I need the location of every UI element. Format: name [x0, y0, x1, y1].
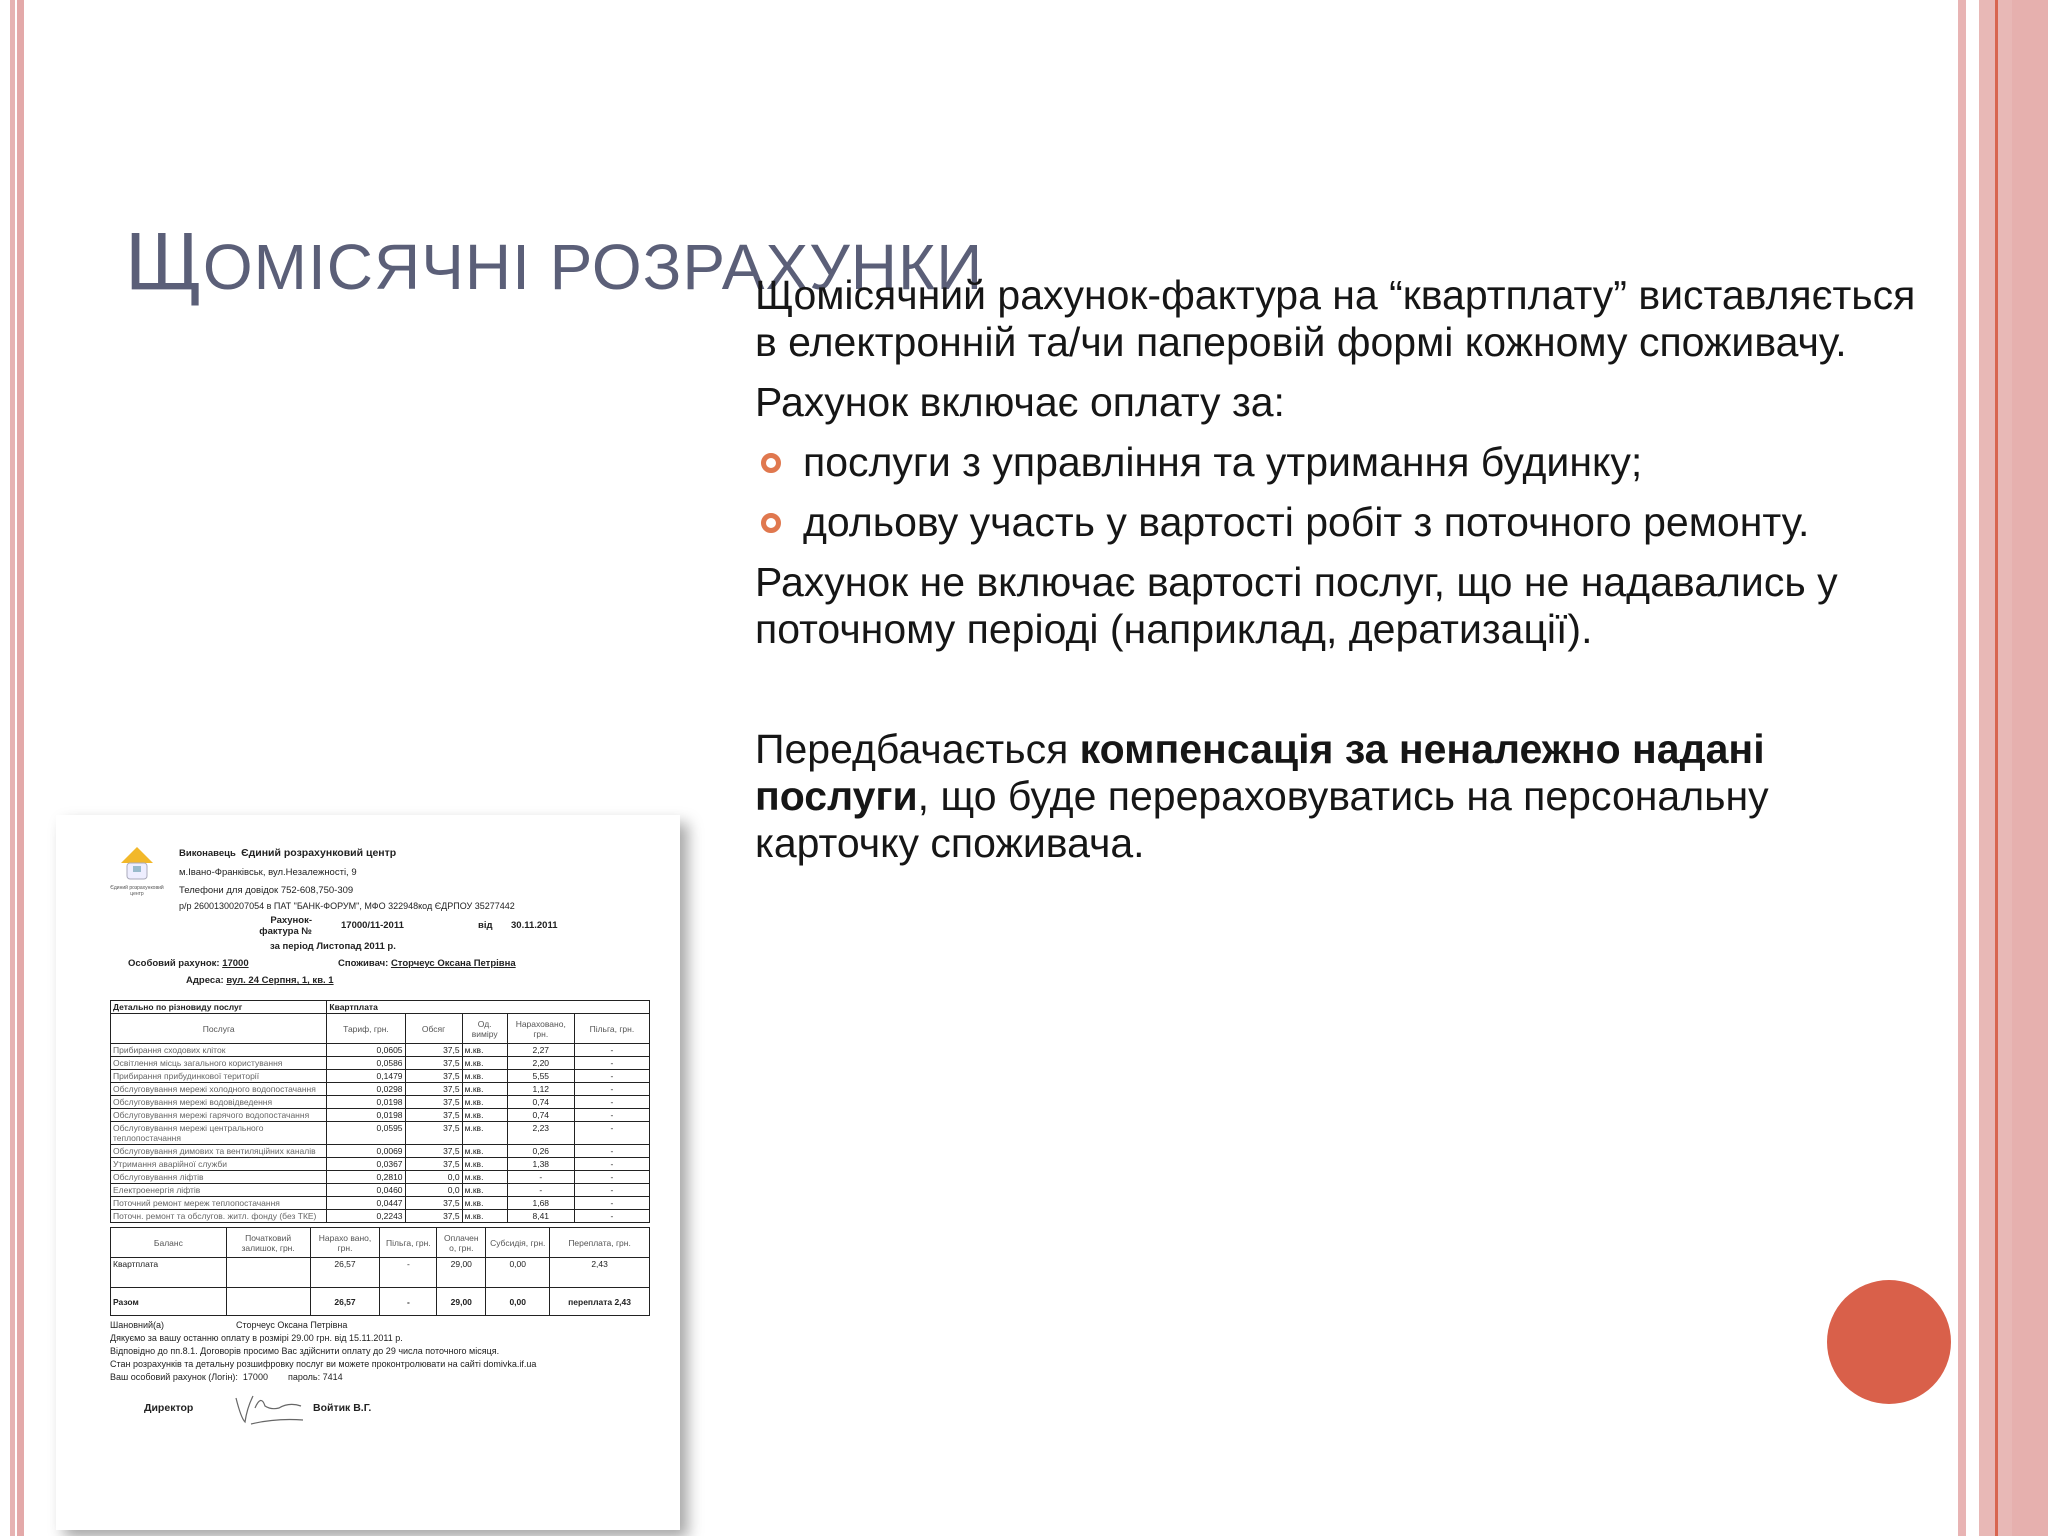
table-row [111, 1083, 650, 1096]
column-header: Субсидія, грн. [486, 1228, 550, 1258]
table-cell: 0,2810 [327, 1171, 405, 1184]
table-cell: 0,0460 [327, 1184, 405, 1197]
label: Особовий рахунок: [128, 958, 220, 969]
table-cell: 37,5 [405, 1197, 462, 1210]
executor: Єдиний розрахунковий центр [241, 847, 397, 859]
text: , що буде перераховуватись на персональну карточку споживача. [755, 773, 1769, 866]
table-cell: 0,74 [507, 1109, 574, 1122]
greeting-line [110, 1319, 650, 1332]
table-cell: Обслуговування мережі водовідведення [111, 1096, 327, 1109]
table-cell: 37,5 [405, 1096, 462, 1109]
invoice-label: Рахунок-фактура № [259, 915, 312, 937]
table-cell: 0,0367 [327, 1158, 405, 1171]
table-cell: - [574, 1171, 649, 1184]
thanks-text: Дякуємо за вашу останню оплату в розмірі 29.00 грн. від 15.11.2011 р. [110, 1333, 403, 1343]
left-border [17, 0, 24, 1536]
column-header: Од. виміру [462, 1014, 507, 1044]
table-cell: 2,20 [507, 1057, 574, 1070]
bank-details: р/р 26001300207054 в ПАТ "БАНК-ФОРУМ", МФО 322948код ЄДРПОУ 35277442 [179, 901, 515, 911]
executor-line [179, 847, 396, 859]
table-cell: - [574, 1057, 649, 1070]
table-cell: 0,0198 [327, 1109, 405, 1122]
paragraph [755, 726, 1935, 867]
table-cell: м.кв. [462, 1210, 507, 1223]
decorative-circle [1827, 1280, 1951, 1404]
paragraph: Рахунок включає оплату за: [755, 379, 1285, 425]
invoice-notes [110, 1319, 650, 1384]
table-cell: 37,5 [405, 1158, 462, 1171]
table-cell: 8,41 [507, 1210, 574, 1223]
table-cell: Поточний ремонт мереж теплопостачання [111, 1197, 327, 1210]
table-row [111, 1096, 650, 1109]
balance-table [110, 1227, 650, 1316]
signature-line [110, 1388, 650, 1428]
table-cell: 2,27 [507, 1044, 574, 1057]
column-header: Початковий залишок, грн. [226, 1228, 310, 1258]
table-cell: м.кв. [462, 1096, 507, 1109]
services-table [110, 1000, 650, 1223]
from-label: від [478, 920, 493, 931]
table-cell: Обслуговування мережі холодного водопостачання [111, 1083, 327, 1096]
table-cell: м.кв. [462, 1197, 507, 1210]
left-border [10, 0, 15, 1536]
table-cell: 0,2243 [327, 1210, 405, 1223]
table-cell: 2,43 [550, 1258, 650, 1288]
logo-icon [119, 845, 155, 881]
table-cell: м.кв. [462, 1158, 507, 1171]
column-header: Переплата, грн. [550, 1228, 650, 1258]
table-cell: 37,5 [405, 1057, 462, 1070]
bullet-text: дольову участь у вартості робіт з поточного ремонту. [803, 499, 1810, 545]
table-row [111, 1197, 650, 1210]
table-cell: 29,00 [437, 1258, 486, 1288]
table-cell: - [574, 1184, 649, 1197]
column-header: Оплачен о, грн. [437, 1228, 486, 1258]
invoice-date: 30.11.2011 [511, 920, 558, 931]
table-cell: - [380, 1288, 437, 1316]
table-cell: 1,12 [507, 1083, 574, 1096]
column-header: Нараховано, грн. [507, 1014, 574, 1044]
table-cell: м.кв. [462, 1145, 507, 1158]
table-cell: - [574, 1044, 649, 1057]
table-cell: Обслуговування димових та вентиляційних каналів [111, 1145, 327, 1158]
label: Виконавець [179, 848, 236, 859]
table-cell: м.кв. [462, 1057, 507, 1070]
table-cell: м.кв. [462, 1070, 507, 1083]
table-cell: - [574, 1197, 649, 1210]
table-cell: Освітлення місць загального користування [111, 1057, 327, 1070]
notice-text: Відповідно до пп.8.1. Договорів просимо Вас здійснити оплату до 29 числа поточного місяця. [110, 1346, 500, 1356]
invoice-image [56, 815, 680, 1530]
table-row [111, 1210, 650, 1223]
column-header: Нарахо вано, грн. [310, 1228, 380, 1258]
table-cell: - [574, 1083, 649, 1096]
right-border [1958, 0, 1966, 1536]
bold-text: компенсація за неналежно надані послуги [755, 726, 1765, 819]
table-cell: 0,0586 [327, 1057, 405, 1070]
table-cell: Разом [111, 1288, 227, 1316]
table-cell: м.кв. [462, 1122, 507, 1145]
logo-text: Єдиний розрахунковий центр [110, 885, 164, 897]
table-cell [226, 1288, 310, 1316]
table-row [111, 1158, 650, 1171]
table-cell: - [380, 1258, 437, 1288]
title-rest: ОМІСЯЧНІ РОЗРАХУНКИ [202, 231, 984, 303]
table-cell: Електроенергія ліфтів [111, 1184, 327, 1197]
table-cell: м.кв. [462, 1171, 507, 1184]
title-initial: Щ [125, 216, 203, 307]
table-cell: - [574, 1210, 649, 1223]
label: Споживач: [338, 958, 389, 969]
table-cell: Обслуговування мережі центрального теплопостачання [111, 1122, 327, 1145]
table-cell: 37,5 [405, 1109, 462, 1122]
table-cell: 1,38 [507, 1158, 574, 1171]
table-row [111, 1145, 650, 1158]
right-border-line [1995, 0, 1998, 1536]
slide-body [755, 272, 1935, 880]
bullet-icon [761, 513, 781, 533]
table-cell: 0,00 [486, 1258, 550, 1288]
notice-text: Стан розрахунків та детальну розшифровку послуг ви можете проконтролювати на сайті domivka.if.ua [110, 1359, 537, 1369]
table-cell: м.кв. [462, 1109, 507, 1122]
table-row [111, 1122, 650, 1145]
table-cell: 0,74 [507, 1096, 574, 1109]
paragraph: Щомісячний рахунок-фактура на “квартплату” виставляється в електронній та/чи паперовій формі кожному споживачу. [755, 272, 1916, 365]
column-header: Послуга [111, 1014, 327, 1044]
bullet-item [755, 439, 1935, 486]
bullet-text: послуги з управління та утримання будинку; [803, 439, 1643, 485]
table-row [111, 1171, 650, 1184]
detail-label: Детально по різновиду послуг [111, 1001, 327, 1014]
table-row [111, 1184, 650, 1197]
address: м.Івано-Франківськ, вул.Незалежності, 9 [179, 867, 357, 878]
period: за період Листопад 2011 р. [270, 941, 396, 952]
paragraph: Рахунок не включає вартості послуг, що не надавались у поточному періоді (наприклад, дератизації). [755, 559, 1838, 652]
detail-value: Квартплата [327, 1001, 650, 1014]
table-cell: - [507, 1184, 574, 1197]
column-header: Обсяг [405, 1014, 462, 1044]
table-cell: 5,55 [507, 1070, 574, 1083]
balance-row [111, 1288, 650, 1316]
invoice-number: 17000/11-2011 [341, 920, 404, 931]
text: Передбачається [755, 726, 1080, 772]
invoice-body [110, 1000, 650, 1428]
column-header: Баланс [111, 1228, 227, 1258]
table-row [111, 1057, 650, 1070]
table-cell: м.кв. [462, 1184, 507, 1197]
table-cell [226, 1258, 310, 1288]
table-cell: - [574, 1109, 649, 1122]
table-cell: 37,5 [405, 1145, 462, 1158]
column-header: Пільга, грн. [380, 1228, 437, 1258]
table-cell: 0,1479 [327, 1070, 405, 1083]
table-cell: 37,5 [405, 1083, 462, 1096]
table-cell: 37,5 [405, 1210, 462, 1223]
director-label: Директор [144, 1402, 194, 1414]
bullet-item [755, 499, 1935, 546]
table-cell: - [507, 1171, 574, 1184]
table-cell: - [574, 1145, 649, 1158]
table-cell: 26,57 [310, 1288, 380, 1316]
table-cell: переплата 2,43 [550, 1288, 650, 1316]
table-cell: м.кв. [462, 1044, 507, 1057]
right-border [2012, 0, 2048, 1536]
consumer-address: вул. 24 Серпня, 1, кв. 1 [226, 975, 334, 986]
table-cell: 0,0 [405, 1171, 462, 1184]
table-row [111, 1109, 650, 1122]
greeting-name: Сторчеус Оксана Петрівна [236, 1320, 348, 1330]
login-text: Ваш особовий рахунок (Логін): 17000 пароль: 7414 [110, 1372, 343, 1382]
table-cell: Обслуговування мережі гарячого водопостачання [111, 1109, 327, 1122]
table-cell: 0,0298 [327, 1083, 405, 1096]
table-cell: 0,0605 [327, 1044, 405, 1057]
consumer-name: Сторчеус Оксана Петрівна [390, 958, 516, 969]
table-cell: Прибирання прибудинкової території [111, 1070, 327, 1083]
table-cell: м.кв. [462, 1083, 507, 1096]
table-cell: Утримання аварійної служби [111, 1158, 327, 1171]
table-cell: 0,26 [507, 1145, 574, 1158]
table-cell: Квартплата [111, 1258, 227, 1288]
director-name: Войтик В.Г. [313, 1402, 372, 1414]
table-cell: Обслуговування ліфтів [111, 1171, 327, 1184]
table-cell: 0,00 [486, 1288, 550, 1316]
table-cell: - [574, 1070, 649, 1083]
table-cell: 0,0198 [327, 1096, 405, 1109]
table-cell: 0,0069 [327, 1145, 405, 1158]
table-cell: Прибирання сходових кліток [111, 1044, 327, 1057]
table-cell: 37,5 [405, 1070, 462, 1083]
table-cell: 2,23 [507, 1122, 574, 1145]
table-cell: - [574, 1158, 649, 1171]
table-row [111, 1070, 650, 1083]
phones: Телефони для довідок 752-608,750-309 [179, 885, 354, 896]
column-header: Пільга, грн. [574, 1014, 649, 1044]
table-cell: 37,5 [405, 1122, 462, 1145]
column-header: Тариф, грн. [327, 1014, 405, 1044]
greeting-label: Шановний(а) [110, 1320, 165, 1330]
table-cell: 0,0447 [327, 1197, 405, 1210]
table-cell: 0,0 [405, 1184, 462, 1197]
table-cell: - [574, 1096, 649, 1109]
bullet-icon [761, 453, 781, 473]
signature-icon [231, 1388, 311, 1428]
table-cell: 26,57 [310, 1258, 380, 1288]
table-row [111, 1044, 650, 1057]
table-cell: 0,0595 [327, 1122, 405, 1145]
table-cell: Поточн. ремонт та обслугов. житл. фонду (без ТКЕ) [111, 1210, 327, 1223]
table-cell: 37,5 [405, 1044, 462, 1057]
table-cell: 1,68 [507, 1197, 574, 1210]
account-number: 17000 [222, 958, 249, 969]
balance-row [111, 1258, 650, 1288]
label: Адреса: [186, 975, 224, 986]
table-cell: 29,00 [437, 1288, 486, 1316]
table-cell: - [574, 1122, 649, 1145]
